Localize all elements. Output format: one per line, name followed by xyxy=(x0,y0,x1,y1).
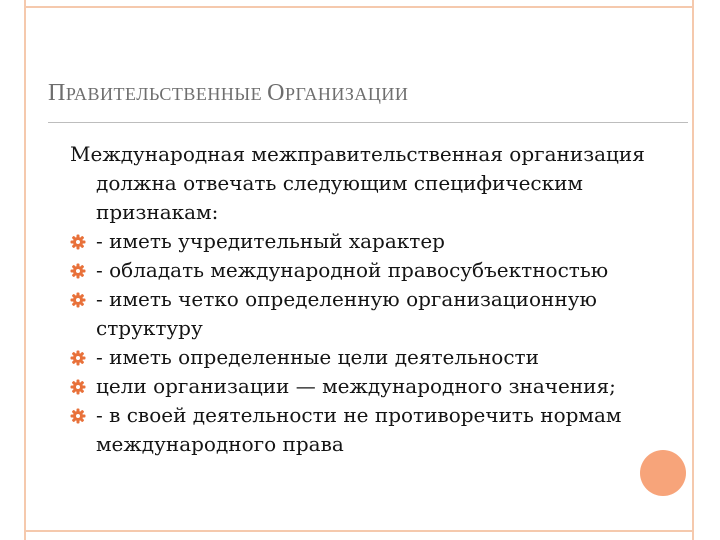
list-item-text: - в своей деятельности не противоречить нормам международного права xyxy=(96,403,622,456)
list-item-text: - обладать международной правосубъектностью xyxy=(96,258,609,282)
list-item xyxy=(70,285,660,343)
title-word-1: РАВИТЕЛЬСТВЕННЫЕ xyxy=(65,84,268,104)
title-first-letter: П xyxy=(48,80,66,106)
gear-icon xyxy=(70,234,86,250)
list-item xyxy=(70,227,660,256)
decorative-circle xyxy=(640,450,686,496)
frame-top-line xyxy=(24,6,694,8)
intro-text: Международная межправительственная организация должна отвечать следующим специфическим признакам: xyxy=(70,142,645,224)
gear-icon xyxy=(70,350,86,366)
frame-left-line xyxy=(24,0,26,540)
gear-icon xyxy=(70,292,86,308)
list-item-text: - иметь четко определенную организационную структуру xyxy=(96,287,597,340)
slide-title xyxy=(48,80,688,107)
gear-icon xyxy=(70,263,86,279)
title-divider xyxy=(48,122,688,123)
list-item xyxy=(70,343,660,372)
list-item-text: - иметь учредительный характер xyxy=(96,229,445,253)
criteria-list xyxy=(70,227,660,459)
list-item xyxy=(70,401,660,459)
gear-icon xyxy=(70,408,86,424)
list-item-text: цели организации — международного значения; xyxy=(96,374,616,398)
gear-icon xyxy=(70,379,86,395)
list-item xyxy=(70,372,660,401)
frame-bottom-line xyxy=(24,530,694,532)
title-second-letter: О xyxy=(267,80,285,106)
list-item-text: - иметь определенные цели деятельности xyxy=(96,345,539,369)
slide-content xyxy=(70,140,660,459)
title-word-2: РГАНИЗАЦИИ xyxy=(284,84,409,104)
frame-right-line xyxy=(692,0,694,540)
list-item xyxy=(70,256,660,285)
